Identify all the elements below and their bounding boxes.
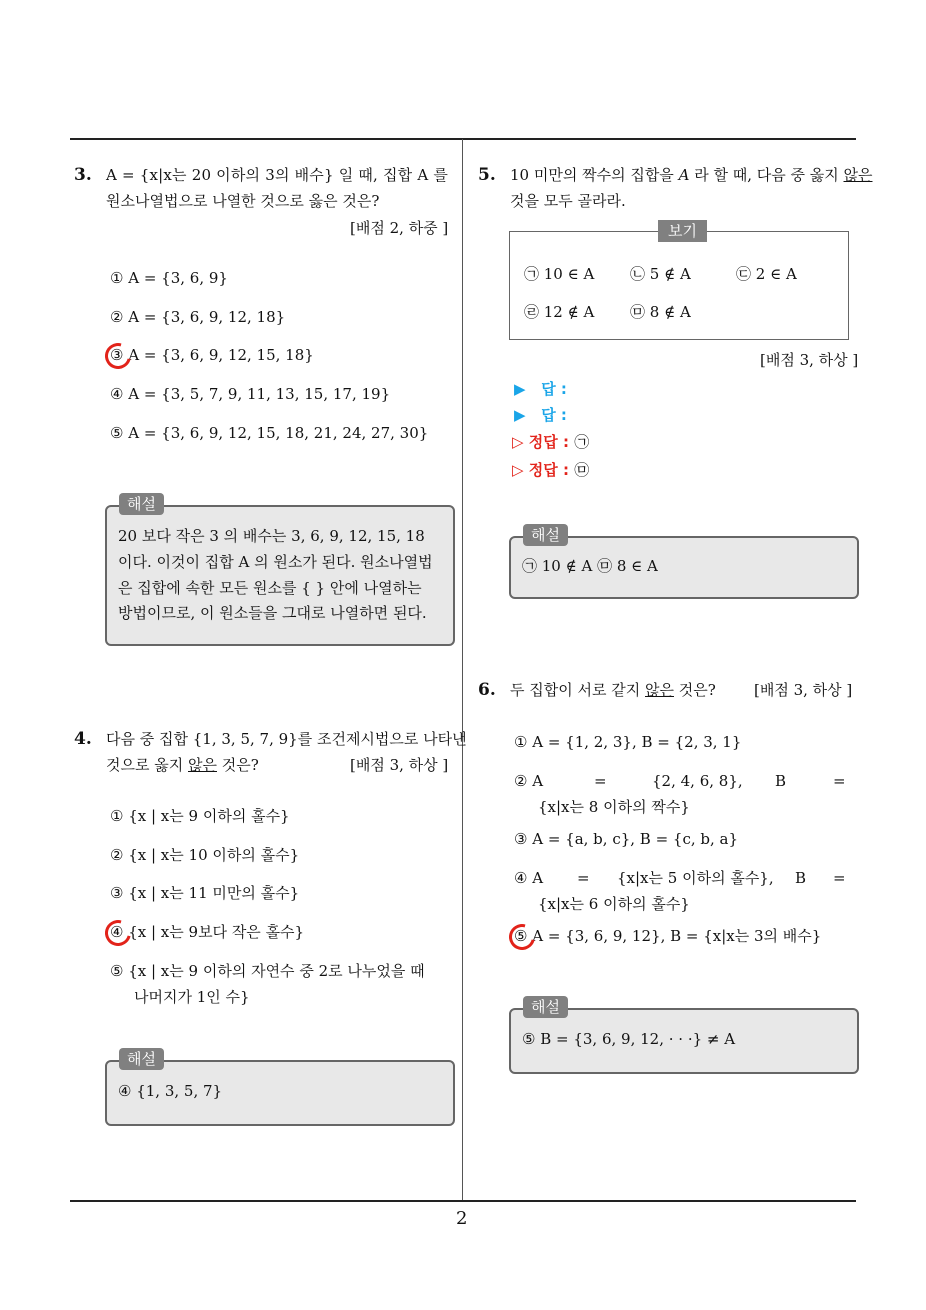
q4-stem-line1: 다음 중 집합 {1, 3, 5, 7, 9}를 조건제시법으로 나타낸	[106, 730, 467, 748]
q5-score: [배점 3, 하상 ]	[760, 351, 859, 369]
q5-bogi-3: ㉢ 2 ∈ A	[736, 265, 797, 283]
triangle-outline-icon: ▷	[512, 433, 524, 451]
q5-stem-line2: 것을 모두 골라라.	[510, 192, 626, 210]
q6-option-4[interactable]: ④ A	[514, 869, 544, 887]
q6-stem-line1: 두 집합이 서로 같지 않은 것은?	[510, 681, 716, 699]
q3-solution-line3: 은 집합에 속한 모든 원소를 { } 안에 나열하는	[118, 579, 422, 597]
q5-stem-line1: 10 미만의 짝수의 집합을 A 라 할 때, 다음 중 옳지 않은	[510, 166, 873, 184]
q3-solution-line4: 방법이므로, 이 원소들을 그대로 나열하면 된다.	[118, 604, 427, 622]
q5-bogi-2: ㉡ 5 ∉ A	[630, 265, 691, 283]
q3-option-5[interactable]: ⑤ A = {3, 6, 9, 12, 15, 18, 21, 24, 27, 30}	[110, 424, 429, 442]
q4-solution-tag: 해설	[119, 1048, 164, 1070]
q6-option-4-a: {x|x는 5 이하의 홀수},	[617, 869, 774, 887]
q4-option-3[interactable]: ③ {x | x는 11 미만의 홀수}	[110, 884, 300, 902]
q3-option-1[interactable]: ① A = {3, 6, 9}	[110, 269, 228, 287]
q6-option-3[interactable]: ③ A = {a, b, c}, B = {c, b, a}	[514, 830, 739, 848]
q6-option-1[interactable]: ① A = {1, 2, 3}, B = {2, 3, 1}	[514, 733, 742, 751]
q3-solution-line2: 이다. 이것이 집합 A 의 원소가 된다. 원소나열법	[118, 553, 433, 571]
q3-stem-line1: A = {x|x는 20 이하의 3의 배수} 일 때, 집합 A 를	[106, 166, 449, 184]
q6-option-4-eq2: =	[833, 869, 846, 887]
q4-number: 4.	[74, 729, 92, 749]
q4-option-5-cont: 나머지가 1인 수}	[134, 988, 250, 1006]
q4-option-5[interactable]: ⑤ {x | x는 9 이하의 자연수 중 2로 나누었을 때	[110, 962, 425, 980]
q4-option-2[interactable]: ② {x | x는 10 이하의 홀수}	[110, 846, 300, 864]
q3-option-2[interactable]: ② A = {3, 6, 9, 12, 18}	[110, 308, 286, 326]
q6-solution-line1: ⑤ B = {3, 6, 9, 12, · · ·} ≠ A	[522, 1030, 736, 1048]
q6-option-5[interactable]: ⑤ A = {3, 6, 9, 12}, B = {x|x는 3의 배수}	[514, 927, 822, 945]
play-icon: ▶	[514, 380, 526, 398]
q4-score: [배점 3, 하상 ]	[350, 756, 449, 774]
q6-number: 6.	[478, 680, 496, 700]
q5-correct-row-2: ▷ 정답 : ㉤	[512, 461, 590, 479]
top-rule	[70, 138, 856, 140]
q6-option-2[interactable]: ② A	[514, 772, 544, 790]
q4-option-1[interactable]: ① {x | x는 9 이하의 홀수}	[110, 807, 290, 825]
q4-option-4[interactable]: ④ {x | x는 9보다 작은 홀수}	[110, 923, 305, 941]
column-divider	[462, 139, 463, 1201]
q3-solution-tag: 해설	[119, 493, 164, 515]
page-number: 2	[456, 1208, 468, 1229]
q5-solution-line1: ㉠ 10 ∉ A ㉤ 8 ∈ A	[522, 557, 658, 575]
q5-bogi-tag: 보기	[658, 220, 707, 242]
q3-number: 3.	[74, 165, 92, 185]
q3-stem-line2: 원소나열법으로 나열한 것으로 옳은 것은?	[106, 192, 380, 210]
q5-number: 5.	[478, 165, 496, 185]
q6-option-4-b: B	[795, 869, 807, 887]
q4-solution-line1: ④ {1, 3, 5, 7}	[118, 1082, 223, 1100]
q6-option-2-eq: =	[594, 772, 607, 790]
q5-correct-row-1: ▷ 정답 : ㉠	[512, 433, 590, 451]
q5-answer-row-2[interactable]: ▶ 답 :	[514, 406, 567, 424]
q6-option-4-eq: =	[577, 869, 590, 887]
q5-answer-row-1[interactable]: ▶ 답 :	[514, 380, 567, 398]
q6-option-2-eq2: =	[833, 772, 846, 790]
triangle-outline-icon: ▷	[512, 461, 524, 479]
q6-option-2-b: B	[775, 772, 787, 790]
q5-bogi-4: ㉣ 12 ∉ A	[524, 303, 595, 321]
q6-option-4-cont: {x|x는 6 이하의 홀수}	[538, 895, 690, 913]
q6-score: [배점 3, 하상 ]	[754, 681, 853, 699]
q5-solution-tag: 해설	[523, 524, 568, 546]
q3-option-3[interactable]: ③ A = {3, 6, 9, 12, 15, 18}	[110, 346, 314, 364]
q6-option-2-a: {2, 4, 6, 8},	[652, 772, 743, 790]
q6-option-2-cont: {x|x는 8 이하의 짝수}	[538, 798, 690, 816]
q3-solution-line1: 20 보다 작은 3 의 배수는 3, 6, 9, 12, 15, 18	[118, 527, 425, 545]
q4-stem-line2: 것으로 옳지 않은 것은?	[106, 756, 259, 774]
q3-option-4[interactable]: ④ A = {3, 5, 7, 9, 11, 13, 15, 17, 19}	[110, 385, 391, 403]
q5-bogi-5: ㉤ 8 ∉ A	[630, 303, 691, 321]
q5-bogi-1: ㉠ 10 ∈ A	[524, 265, 595, 283]
q6-solution-tag: 해설	[523, 996, 568, 1018]
play-icon: ▶	[514, 406, 526, 424]
q3-score: [배점 2, 하중 ]	[350, 219, 449, 237]
bottom-rule	[70, 1200, 856, 1202]
